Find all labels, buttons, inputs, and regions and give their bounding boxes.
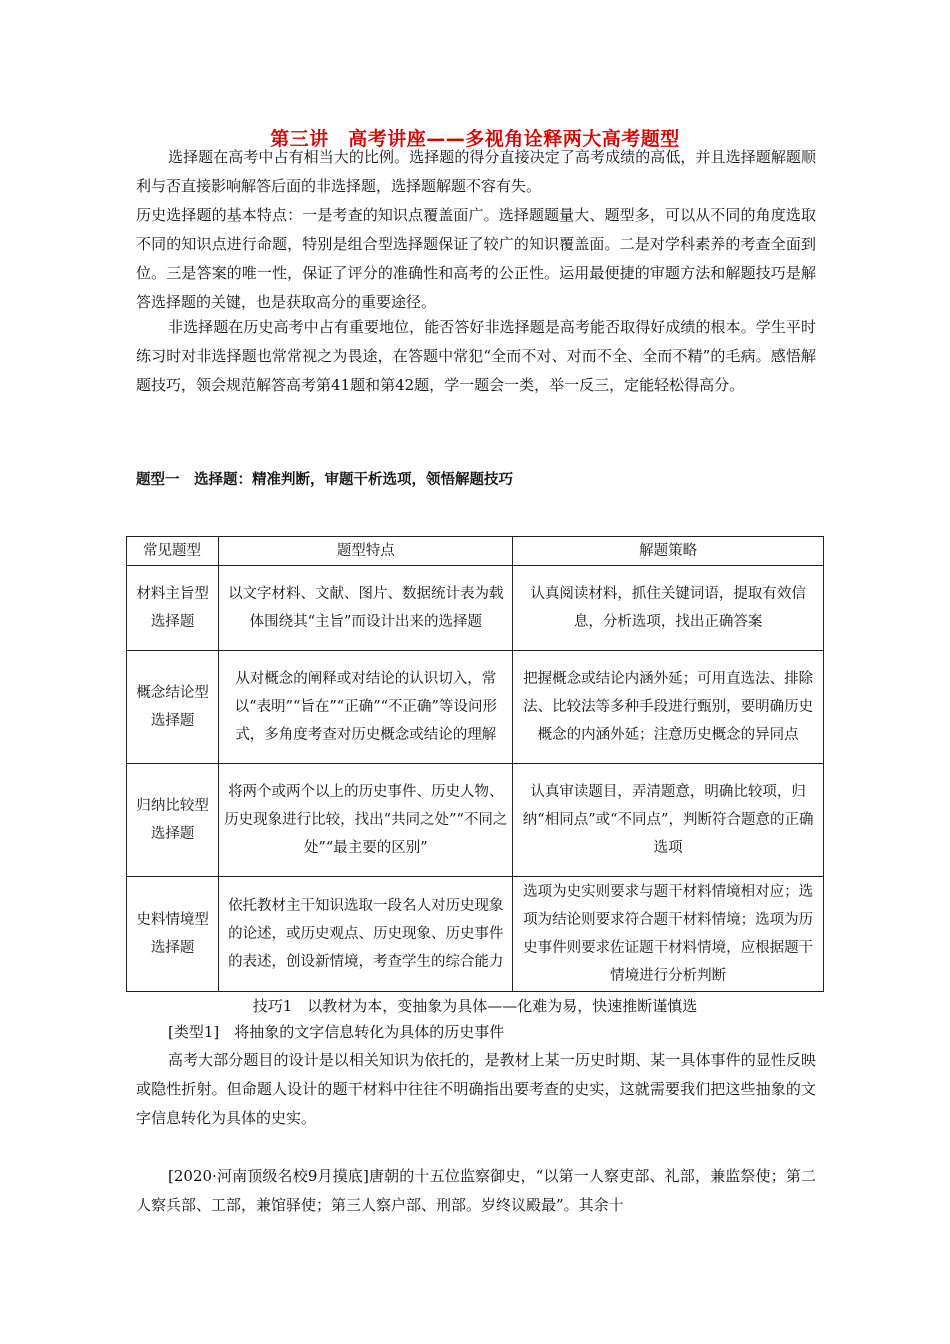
section-heading: 题型一 选择题：精准判断，审题干析选项，领悟解题技巧 [136,472,513,488]
table-row [127,764,824,877]
feature-cell: 依托教材主干知识选取一段名人对历史现象的论述，或历史观点、历史现象、历史事件的表述，创设新情境，考查学生的综合能力 [219,877,513,992]
strategy-cell: 认真阅读材料，抓住关键词语，提取有效信息，分析选项，找出正确答案 [513,566,824,651]
intro-paragraph-2: 历史选择题的基本特点：一是考查的知识点覆盖面广。选择题题量大、题型多，可以从不同的角度选取不同的知识点进行命题，特别是组合型选择题保证了较广的知识覆盖面。二是对学科素养的考查全面到位。三是答案的唯一性，保证了评分的准确性和高考的公正性。运用最便捷的审题方法和解题技巧是解答选择题的关键，也是获取高分的重要途径。 [136,206,816,311]
type-cell: 史料情境型选择题 [127,877,219,992]
page-title: 第三讲 高考讲座——多视角诠释两大高考题型 [270,128,680,150]
intro-paragraph-3: 非选择题在历史高考中占有重要地位，能否答好非选择题是高考能否取得好成绩的根本。学生平时练习时对非选择题也常常视之为畏途，在答题中常犯“全而不对、对而不全、全而不精”的毛病。感悟解题技巧，领会规范解答高考第41题和第42题，学一题会一类，举一反三，定能轻松得高分。 [136,318,816,394]
table-row [127,877,824,992]
header-feature: 题型特点 [219,537,513,566]
tip-heading: 技巧1 以教材为本，变抽象为具体——化难为易，快速推断谨慎选 [252,997,698,1015]
table-header-row [127,537,824,566]
table-row [127,651,824,764]
table-row [127,566,824,651]
intro-paragraph-1: 选择题在高考中占有相当大的比例。选择题的得分直接决定了高考成绩的高低，并且选择题解题顺利与否直接影响解答后面的非选择题，选择题解题不容有失。 [136,148,816,195]
strategy-cell: 选项为史实则要求与题干材料情境相对应；选项为结论则要求符合题干材料情境；选项为历史事件则要求佐证题干材料情境，应根据题干情境进行分析判断 [513,877,824,992]
type-1-label: [类型1] 将抽象的文字信息转化为具体的历史事件 [168,1023,505,1041]
header-strategy: 解题策略 [513,537,824,566]
strategy-cell: 认真审读题目，弄清题意，明确比较项，归纳“相同点”或“不同点”，判断符合题意的正确选项 [513,764,824,877]
type-cell: 归纳比较型选择题 [127,764,219,877]
feature-cell: 从对概念的阐释或对结论的认识切入，常以“表明”“旨在”“正确”“不正确”等设问形式，多角度考查对历史概念或结论的理解 [219,651,513,764]
type-1-text: 高考大部分题目的设计是以相关知识为依托的，是教材上某一历史时期、某一具体事件的显性反映或隐性折射。但命题人设计的题干材料中往往不明确指出要考查的史实，这就需要我们把这些抽象的文字信息转化为具体的史实。 [136,1051,816,1127]
strategy-cell: 把握概念或结论内涵外延；可用直选法、排除法、比较法等多种手段进行甄别，要明确历史概念的内涵外延；注意历史概念的异同点 [513,651,824,764]
feature-cell: 将两个或两个以上的历史事件、历史人物、历史现象进行比较，找出“共同之处”“不同之处”“最主要的区别” [219,764,513,877]
question-types-table [126,536,824,992]
feature-cell: 以文字材料、文献、图片、数据统计表为载体围绕其“主旨”而设计出来的选择题 [219,566,513,651]
header-type: 常见题型 [127,537,219,566]
example-question-text: [2020·河南顶级名校9月摸底]唐朝的十五位监察御史，“以第一人察吏部、礼部，兼监祭使；第二人察兵部、工部，兼馆驿使；第三人察户部、刑部。岁终议殿最”。其余十 [136,1167,816,1214]
type-cell: 材料主旨型选择题 [127,566,219,651]
type-cell: 概念结论型选择题 [127,651,219,764]
